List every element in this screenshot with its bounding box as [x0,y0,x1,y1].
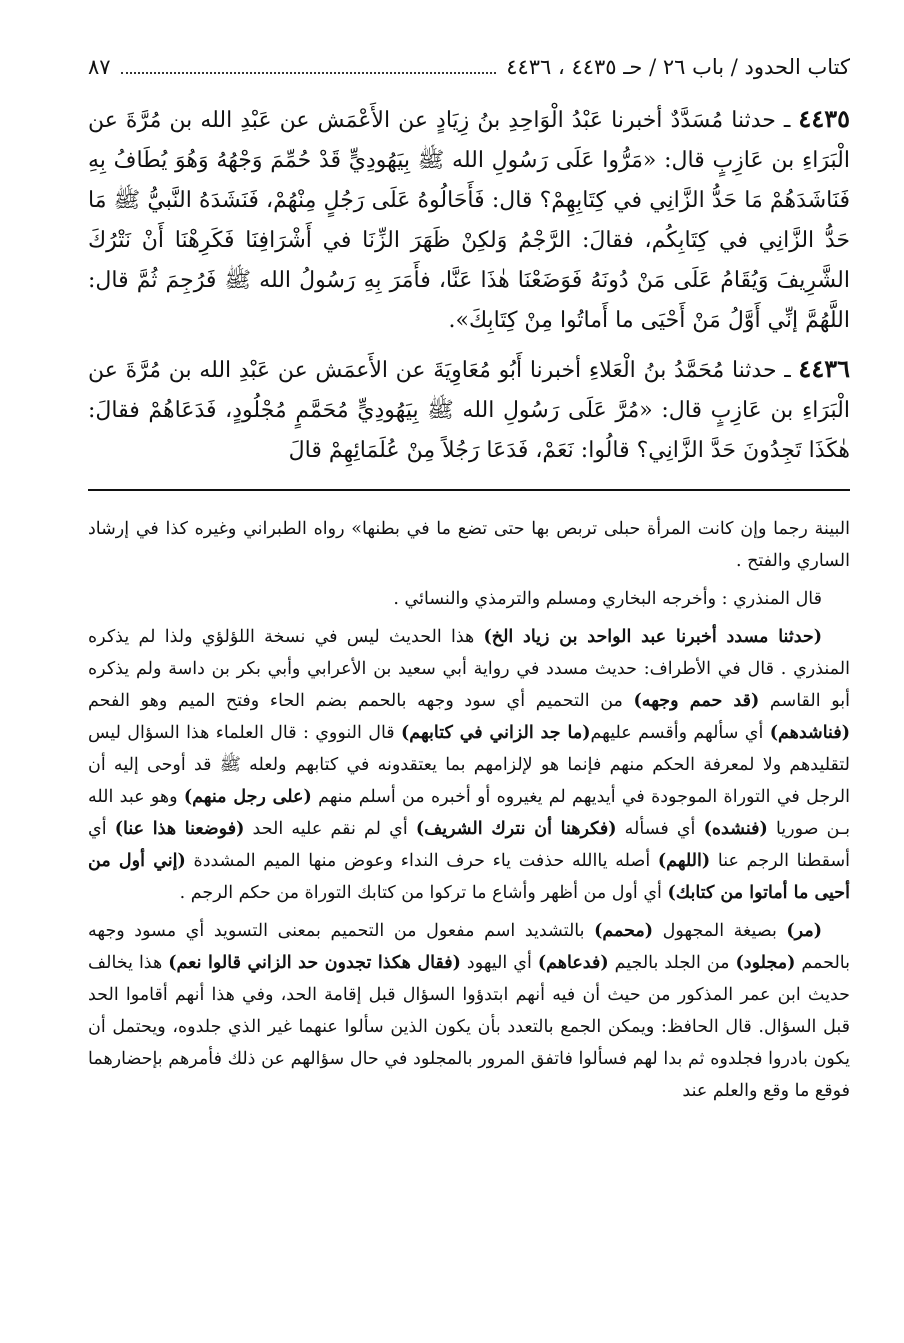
hadith-text: حدثنا مُسَدَّدٌ أخبرنا عَبْدُ الْوَاحِدِ بنُ زِيَادٍ عن الأَعْمَش عن عَبْدِ الله بن مُرَّةَ عن الْبَرَاءِ بن عَازِبٍ قال: «مَرُّوا عَلَى رَسُولِ الله ﷺ بِيَهُودِيٍّ قَدْ حُمِّمَ وَجْهُهُ وَهُوَ يُطَافُ بِهِ فَنَاشَدَهُمْ مَا حَدُّ الزَّانِي في كِتَابِهِمْ؟ قال: فَأَحَالُوهُ عَلَى رَجُلٍ مِنْهُمْ، فَنَشَدَهُ النَّبيُّ ﷺ مَا حَدُّ الزَّانِي في كِتَابِكُم، فقالَ: الرَّجْمُ وَلكِنْ ظَهَرَ الزِّنَا في أَشْرَافِنَا فَكَرِهْنَا أَنْ نَتْرُكَ الشَّرِيفَ وَيُقَامُ عَلَى مَنْ دُونَهُ فَوَضَعْنَا هٰذَا عَنَّا، فأَمَرَ بِهِ رَسُولُ الله ﷺ فَرُجِمَ ثُمَّ قال: اللَّهُمَّ إنِّي أَوَّلُ مَنْ أَحْيَى ما أَماتُوا مِنْ كِتَابِكَ». [88,108,850,333]
quoted-phrase: (فناشدهم) [769,723,850,743]
commentary-text: بالتشديد اسم مفعول من التحميم بمعنى التسويد أي مسود وجهه بالحمم [88,921,850,973]
quoted-phrase: (فنشده) [703,819,768,839]
quoted-phrase: (إني أول من أحيى ما أماتوا من كتابك) [88,851,850,903]
commentary-paragraph: قال المنذري : وأخرجه البخاري ومسلم والترمذي والنسائي . [393,589,822,609]
commentary-text: أي فسأله [616,819,704,839]
quoted-phrase: (فوضعنا هذا عنا) [114,819,245,839]
quoted-phrase: (فدعاهم) [537,953,609,973]
hadith-4436 [88,349,850,471]
running-header [88,55,850,99]
quoted-phrase: (حدثنا مسدد أخبرنا عبد الواحد بن زياد الخ) [483,627,822,647]
commentary-text: من الجلد بالجيم [608,953,736,973]
hadith-number: ٤٤٣٦ [798,354,850,383]
hadith-number: ٤٤٣٥ [798,104,850,133]
quoted-phrase: (محمم) [594,921,654,941]
quoted-phrase: (فقال هكذا تجدون حد الزاني قالوا نعم) [168,953,461,973]
page [88,55,850,1113]
commentary-text: قال النووي : قال العلماء هذا السؤال ليس لتقليدهم ولا لمعرفة الحكم منهم فإنما هو لإلزامهم بما يعتقدونه في كتابهم ولعله ﷺ قد أوحى إليه أن الرجل في التوراة الموجودة في أيديهم لم يغيروه أو أخبره من أسلم منهم [88,723,850,807]
commentary-text: أصله ياالله حذفت ياء حرف النداء وعوض منها الميم المشددة [185,851,658,871]
quoted-phrase: (قد حمم وجهه) [633,691,760,711]
commentary-text: هذا الحديث ليس في نسخة اللؤلؤي ولذا لم يذكره المنذري . قال في الأطراف: حديث مسدد في رواية أبي سعيد بن الأعرابي وأبي بكر بن داسة ولم يذكره أبو القاسم [88,627,850,711]
quoted-phrase: (اللهم) [657,851,711,871]
hadith-dash: ـ [775,108,791,133]
quoted-phrase: (فكرهنا أن نترك الشريف) [415,819,617,839]
commentary-text: أي لم نقم عليه الحد [244,819,416,839]
commentary-text: من التحميم أي سود وجهه بالحمم بضم الحاء وفتح الميم وهو الفحم [88,691,634,711]
hadith-dash: ـ [776,358,791,383]
footnote-divider [88,489,850,491]
leader-dots [121,58,497,74]
commentary-text: أي أول من أظهر وأشاع ما تركوا من كتابك التوراة من حكم الرجم . [179,883,668,903]
quoted-phrase: (على رجل منهم) [183,787,312,807]
quoted-phrase: (ما جد الزاني في كتابهم) [401,723,591,743]
commentary [88,513,850,1107]
quoted-phrase: (مجلود) [735,953,796,973]
commentary-paragraph [88,621,850,909]
commentary-text: بصيغة المجهول [653,921,787,941]
commentary-paragraph [88,915,850,1107]
commentary-text: أي اليهود [460,953,538,973]
commentary-text: أي أسقطنا الرجم عنا [88,819,850,871]
commentary-text: أي سألهم وأقسم عليهم [590,723,770,743]
hadith-4435 [88,99,850,341]
commentary-paragraph: البينة رجما وإن كانت المرأة حبلى تربص بها حتى تضع ما في بطنها» رواه الطبراني وغيره كذا في إرشاد الساري والفتح . [88,519,850,571]
page-number: ٨٧ [88,55,111,79]
hadith-text: حدثنا مُحَمَّدُ بنُ الْعَلاءِ أخبرنا أَبُو مُعَاوِيَةَ عن الأَعمَش عن عَبْدِ الله بن مُرَّةَ عن الْبَرَاءِ بن عَازِبٍ قال: «مُرَّ عَلَى رَسُولِ الله ﷺ بِيَهُودِيٍّ مُحَمَّمٍ مُجْلُودٍ، فَدَعَاهُمْ فقالَ: هٰكَذَا تَجِدُونَ حَدَّ الزَّانِي؟ قالُوا: نَعَمْ، فَدَعَا رَجُلاً مِنْ عُلَمَائِهِمْ قالَ [88,358,850,463]
running-title: كتاب الحدود / باب ٢٦ / حـ ٤٤٣٥ ، ٤٤٣٦ [506,55,850,79]
quoted-phrase: (مر) [786,921,822,941]
commentary-text: وهو عبد الله بـن صوريا [88,787,851,839]
commentary-text: هذا يخالف حديث ابن عمر المذكور من حيث أن فيه أنهم ابتدؤوا السؤال قبل إقامة الحد، وفي هذا أنهم أقاموا الحد قبل السؤال. قال الحافظ: ويمكن الجمع بالتعدد بأن يكون الذين سألوا عنهما غير الذي جلدوه، ويحتمل أن يكون بادروا فجلدوه ثم بدا لهم فسألوا فاتفق المرور بالمجلود في حال سؤالهم عن ذلك فأمرهم بإحضارهما فوقع ما وقع والعلم عند [88,953,850,1101]
